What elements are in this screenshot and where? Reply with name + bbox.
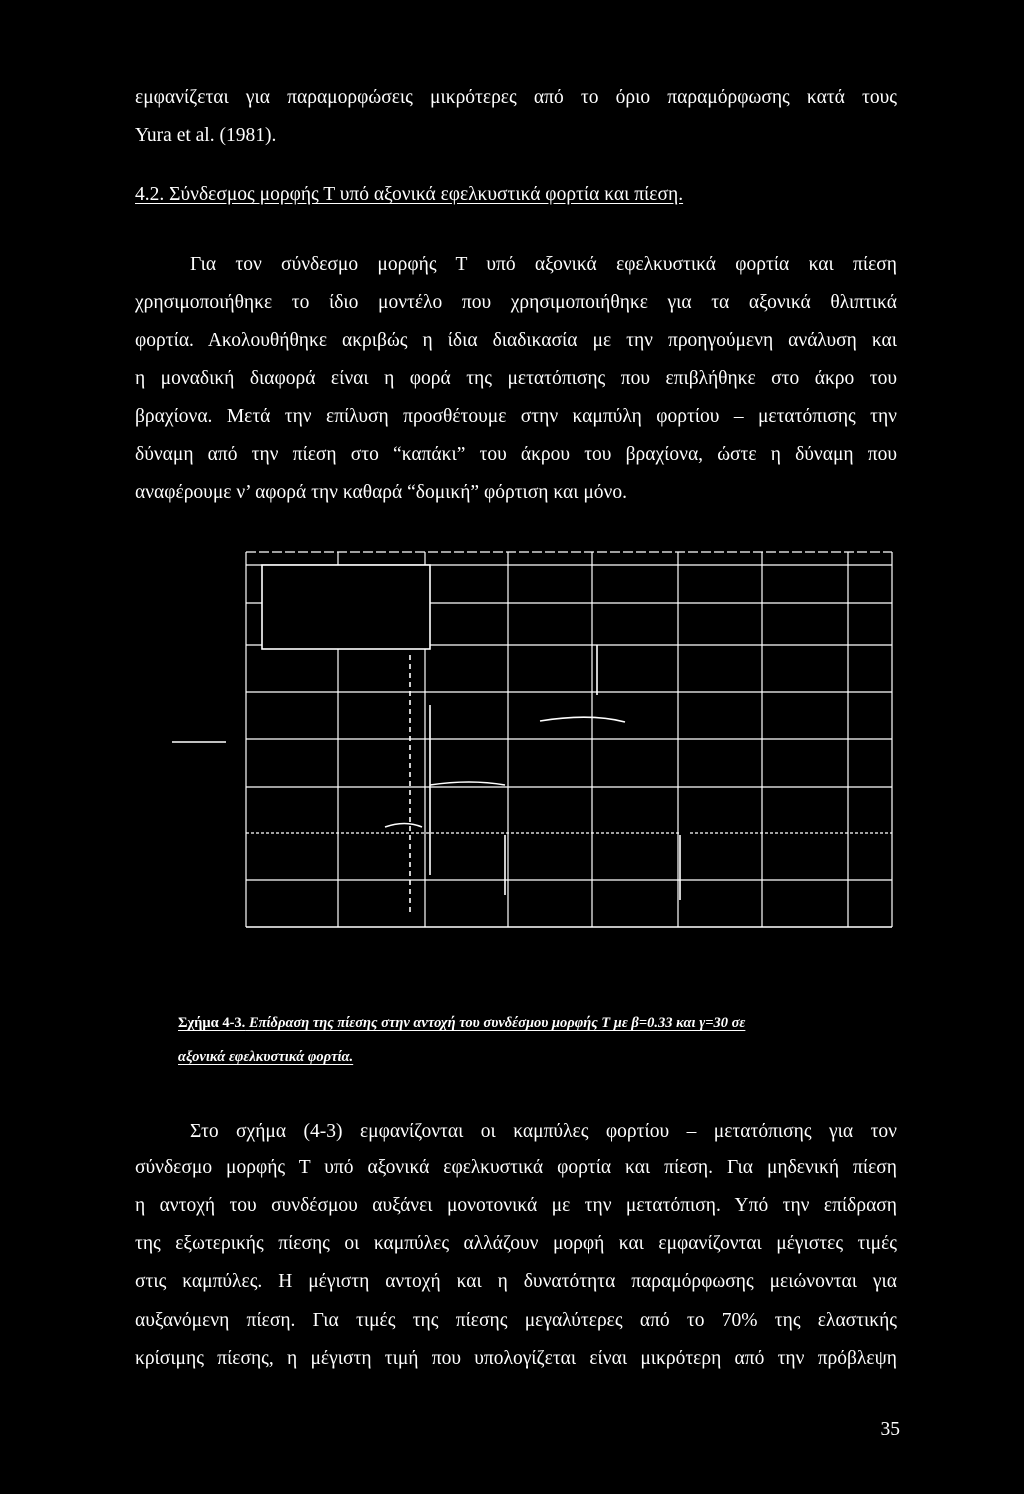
intro-line-2: Yura et al. (1981).: [135, 125, 277, 146]
paragraph-2-line-1: Στο σχήμα (4-3) εμφανίζονται οι καμπύλες φορτίου – μετατόπισης για τον: [190, 1121, 897, 1142]
paragraph-2-line-4: της εξωτερικής πίεσης οι καμπύλες αλλάζουν μορφή και εμφανίζονται μέγιστες τιμές: [135, 1233, 897, 1254]
paragraph-2-line-2: σύνδεσμο μορφής Τ υπό αξονικά εφελκυστικά φορτία και πίεση. Για μηδενική πίεση: [135, 1157, 897, 1178]
figure-caption-lead: Σχήμα 4-3.: [178, 1015, 246, 1031]
curve-fragment: [540, 717, 625, 722]
section-heading: 4.2. Σύνδεσμος μορφής Τ υπό αξονικά εφελκυστικά φορτία και πίεση.: [135, 184, 684, 205]
paragraph-1-line-6: δύναμη από την πίεση στο “καπάκι” του άκρου του βραχίονα, ώστε η δύναμη που: [135, 444, 897, 465]
paragraph-1-line-5: βραχίονα. Μετά την επίλυση προσθέτουμε στην καμπύλη φορτίου – μετατόπισης την: [135, 406, 897, 427]
figure-caption-text-1: Επίδραση της πίεσης στην αντοχή του συνδέσμου μορφής Τ με β=0.33 και γ=30 σε: [245, 1015, 746, 1031]
paragraph-2-line-5: στις καμπύλες. Η μέγιστη αντοχή και η δυνατότητα παραμόρφωσης μειώνονται για: [135, 1271, 897, 1292]
paragraph-1-line-7: αναφέρουμε ν’ αφορά την καθαρά “δομική” φόρτιση και μόνο.: [135, 482, 627, 503]
page-number: 35: [880, 1419, 900, 1440]
legend-box: [262, 565, 430, 649]
paragraph-1-line-2: χρησιμοποιήθηκε το ίδιο μοντέλο που χρησιμοποιήθηκε για τα αξονικά θλιπτικά: [135, 292, 897, 313]
figure-caption-line-1: [178, 1014, 894, 1032]
figure-caption-line-2: αξονικά εφελκυστικά φορτία.: [178, 1049, 354, 1065]
paragraph-1-line-3: φορτία. Ακολουθήθηκε ακριβώς η ίδια διαδικασία με την προηγούμενη ανάλυση και: [135, 330, 897, 351]
paragraph-2-line-6: αυξανόμενη πίεση. Για τιμές της πίεσης μεγαλύτερες από το 70% της ελαστικής: [135, 1310, 897, 1331]
curve-fragment: [430, 782, 505, 785]
paragraph-2-line-7: κρίσιμης πίεσης, η μέγιστη τιμή που υπολογίζεται είναι μικρότερη από την πρόβλεψη: [135, 1348, 897, 1369]
intro-line-1: εμφανίζεται για παραμορφώσεις μικρότερες από το όριο παραμόρφωσης κατά τους: [135, 87, 897, 108]
paragraph-1-line-4: η μοναδική διαφορά είναι η φορά της μετατόπισης που επιβλήθηκε στο άκρο του: [135, 368, 897, 389]
curve-fragment: [385, 824, 422, 828]
paragraph-2-line-3: η αντοχή του συνδέσμου αυξάνει μονοτονικά με την μετατόπιση. Υπό την επίδραση: [135, 1195, 897, 1216]
paragraph-1-line-1: Για τον σύνδεσμο μορφής Τ υπό αξονικά εφελκυστικά φορτία και πίεση: [190, 254, 897, 275]
figure-4-3-plot: [160, 535, 900, 945]
